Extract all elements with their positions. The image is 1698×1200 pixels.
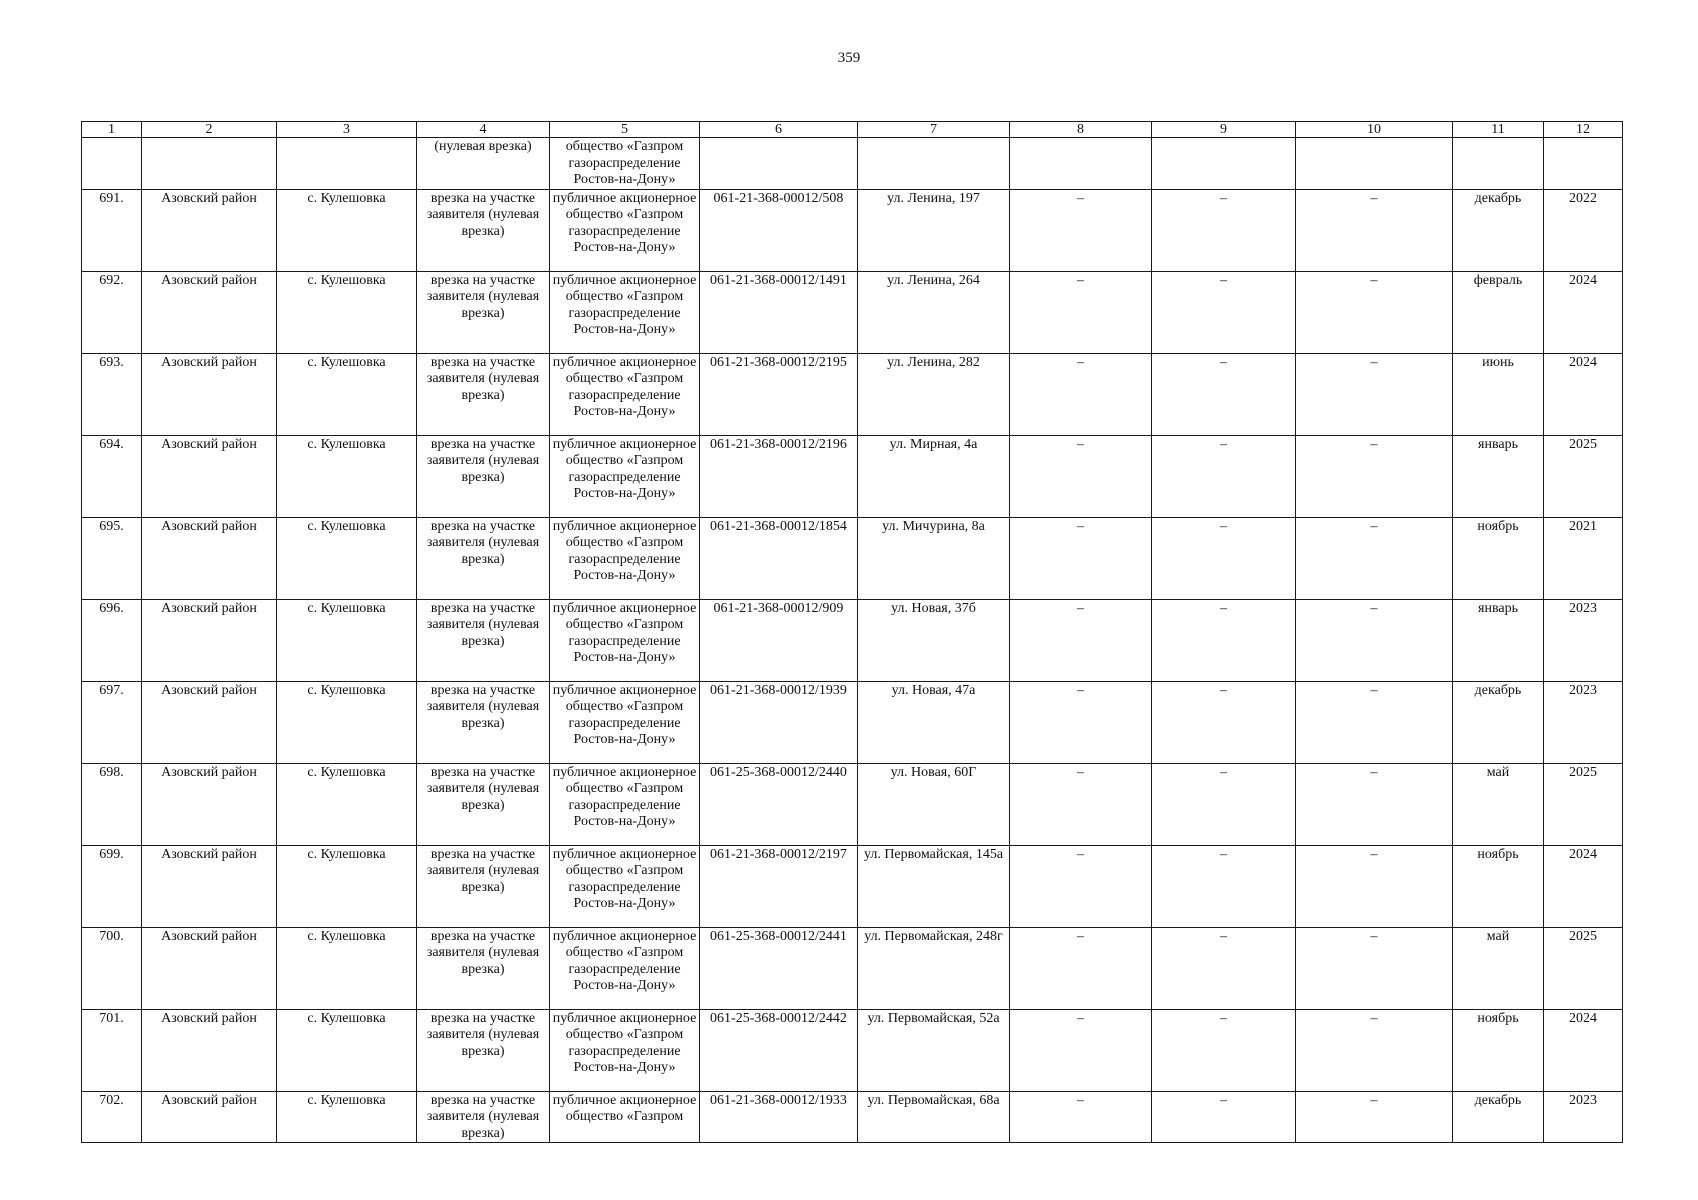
- cell-year: 2024: [1544, 845, 1623, 927]
- cell-month: ноябрь: [1453, 1009, 1544, 1091]
- cell-num: 693.: [82, 353, 142, 435]
- cell-address: ул. Новая, 37б: [858, 599, 1010, 681]
- cell-c9: –: [1152, 845, 1296, 927]
- cell-address: ул. Первомайская, 248г: [858, 927, 1010, 1009]
- header-row: [82, 122, 1623, 138]
- cell-month: январь: [1453, 599, 1544, 681]
- cell-code: 061-25-368-00012/2441: [700, 927, 858, 1009]
- cell-district: Азовский район: [142, 189, 277, 271]
- cell-c9: –: [1152, 1091, 1296, 1143]
- cell-code: 061-21-368-00012/2196: [700, 435, 858, 517]
- cell-month: [1453, 138, 1544, 190]
- cell-settlement: с. Кулешовка: [277, 353, 417, 435]
- column-header: 3: [277, 122, 417, 138]
- cell-year: 2025: [1544, 763, 1623, 845]
- cell-district: Азовский район: [142, 845, 277, 927]
- cell-c9: –: [1152, 1009, 1296, 1091]
- column-header: 9: [1152, 122, 1296, 138]
- cell-num: 700.: [82, 927, 142, 1009]
- table-row: [82, 845, 1623, 927]
- cell-code: 061-21-368-00012/2195: [700, 353, 858, 435]
- cell-district: [142, 138, 277, 190]
- cell-c10: –: [1296, 435, 1453, 517]
- cell-settlement: [277, 138, 417, 190]
- cell-district: Азовский район: [142, 435, 277, 517]
- column-header: 6: [700, 122, 858, 138]
- cell-org: публичное акционерное общество «Газпром газораспределение Ростов-на-Дону»: [550, 271, 700, 353]
- cell-c10: –: [1296, 927, 1453, 1009]
- column-header: 8: [1010, 122, 1152, 138]
- cell-c8: –: [1010, 681, 1152, 763]
- cell-c9: –: [1152, 927, 1296, 1009]
- cell-address: ул. Первомайская, 145а: [858, 845, 1010, 927]
- cell-c10: –: [1296, 763, 1453, 845]
- cell-month: декабрь: [1453, 681, 1544, 763]
- cell-year: [1544, 138, 1623, 190]
- cell-district: Азовский район: [142, 1009, 277, 1091]
- cell-c9: [1152, 138, 1296, 190]
- cell-org: публичное акционерное общество «Газпром газораспределение Ростов-на-Дону»: [550, 681, 700, 763]
- cell-settlement: с. Кулешовка: [277, 927, 417, 1009]
- table-row: [82, 189, 1623, 271]
- column-header: 12: [1544, 122, 1623, 138]
- column-header: 2: [142, 122, 277, 138]
- table-row: [82, 681, 1623, 763]
- table-row: [82, 927, 1623, 1009]
- cell-c8: –: [1010, 1091, 1152, 1143]
- cell-year: 2024: [1544, 1009, 1623, 1091]
- cell-type: врезка на участке заявителя (нулевая врезка): [417, 599, 550, 681]
- column-header: 11: [1453, 122, 1544, 138]
- cell-month: февраль: [1453, 271, 1544, 353]
- cell-type: врезка на участке заявителя (нулевая врезка): [417, 353, 550, 435]
- cell-type: врезка на участке заявителя (нулевая врезка): [417, 763, 550, 845]
- cell-code: 061-21-368-00012/909: [700, 599, 858, 681]
- cell-district: Азовский район: [142, 927, 277, 1009]
- cell-address: ул. Ленина, 197: [858, 189, 1010, 271]
- column-header: 10: [1296, 122, 1453, 138]
- cell-code: 061-21-368-00012/508: [700, 189, 858, 271]
- cell-year: 2023: [1544, 681, 1623, 763]
- table-row: [82, 1009, 1623, 1091]
- cell-org: публичное акционерное общество «Газпром: [550, 1091, 700, 1143]
- cell-district: Азовский район: [142, 517, 277, 599]
- cell-district: Азовский район: [142, 763, 277, 845]
- cell-num: 692.: [82, 271, 142, 353]
- cell-org: публичное акционерное общество «Газпром газораспределение Ростов-на-Дону»: [550, 599, 700, 681]
- cell-num: [82, 138, 142, 190]
- cell-c8: –: [1010, 845, 1152, 927]
- cell-org: публичное акционерное общество «Газпром газораспределение Ростов-на-Дону»: [550, 763, 700, 845]
- cell-c10: –: [1296, 599, 1453, 681]
- cell-month: декабрь: [1453, 1091, 1544, 1143]
- cell-c8: –: [1010, 271, 1152, 353]
- cell-c10: –: [1296, 1091, 1453, 1143]
- cell-address: ул. Первомайская, 68а: [858, 1091, 1010, 1143]
- cell-c10: –: [1296, 1009, 1453, 1091]
- cell-num: 695.: [82, 517, 142, 599]
- cell-code: 061-21-368-00012/1933: [700, 1091, 858, 1143]
- cell-num: 694.: [82, 435, 142, 517]
- cell-code: 061-21-368-00012/1854: [700, 517, 858, 599]
- cell-org: публичное акционерное общество «Газпром газораспределение Ростов-на-Дону»: [550, 1009, 700, 1091]
- table-row: [82, 763, 1623, 845]
- cell-settlement: с. Кулешовка: [277, 189, 417, 271]
- cell-org: общество «Газпром газораспределение Ростов-на-Дону»: [550, 138, 700, 190]
- cell-year: 2022: [1544, 189, 1623, 271]
- cell-district: Азовский район: [142, 271, 277, 353]
- cell-c8: –: [1010, 599, 1152, 681]
- cell-district: Азовский район: [142, 1091, 277, 1143]
- cell-settlement: с. Кулешовка: [277, 763, 417, 845]
- cell-settlement: с. Кулешовка: [277, 681, 417, 763]
- cell-type: врезка на участке заявителя (нулевая врезка): [417, 435, 550, 517]
- cell-num: 702.: [82, 1091, 142, 1143]
- cell-c8: –: [1010, 763, 1152, 845]
- cell-settlement: с. Кулешовка: [277, 1091, 417, 1143]
- cell-address: ул. Мирная, 4а: [858, 435, 1010, 517]
- cell-c10: –: [1296, 271, 1453, 353]
- table-row: [82, 1091, 1623, 1143]
- cell-c8: [1010, 138, 1152, 190]
- cell-address: ул. Ленина, 264: [858, 271, 1010, 353]
- cell-year: 2021: [1544, 517, 1623, 599]
- cell-year: 2023: [1544, 599, 1623, 681]
- cell-c8: –: [1010, 353, 1152, 435]
- cell-settlement: с. Кулешовка: [277, 599, 417, 681]
- cell-c8: –: [1010, 517, 1152, 599]
- table-row: [82, 353, 1623, 435]
- column-header: 4: [417, 122, 550, 138]
- cell-address: [858, 138, 1010, 190]
- cell-settlement: с. Кулешовка: [277, 1009, 417, 1091]
- cell-address: ул. Первомайская, 52а: [858, 1009, 1010, 1091]
- table-row: [82, 271, 1623, 353]
- cell-type: врезка на участке заявителя (нулевая врезка): [417, 1091, 550, 1143]
- cell-c8: –: [1010, 435, 1152, 517]
- cell-c8: –: [1010, 189, 1152, 271]
- cell-org: публичное акционерное общество «Газпром газораспределение Ростов-на-Дону»: [550, 517, 700, 599]
- column-header: 1: [82, 122, 142, 138]
- cell-district: Азовский район: [142, 599, 277, 681]
- cell-type: (нулевая врезка): [417, 138, 550, 190]
- column-header: 5: [550, 122, 700, 138]
- cell-org: публичное акционерное общество «Газпром газораспределение Ростов-на-Дону»: [550, 353, 700, 435]
- cell-month: май: [1453, 763, 1544, 845]
- cell-c10: [1296, 138, 1453, 190]
- cell-c9: –: [1152, 681, 1296, 763]
- cell-month: январь: [1453, 435, 1544, 517]
- cell-num: 701.: [82, 1009, 142, 1091]
- cell-num: 691.: [82, 189, 142, 271]
- table-row: [82, 517, 1623, 599]
- cell-code: 061-21-368-00012/1939: [700, 681, 858, 763]
- cell-settlement: с. Кулешовка: [277, 435, 417, 517]
- cell-org: публичное акционерное общество «Газпром газораспределение Ростов-на-Дону»: [550, 435, 700, 517]
- cell-c10: –: [1296, 353, 1453, 435]
- cell-code: 061-25-368-00012/2440: [700, 763, 858, 845]
- cell-year: 2024: [1544, 271, 1623, 353]
- cell-org: публичное акционерное общество «Газпром газораспределение Ростов-на-Дону»: [550, 927, 700, 1009]
- cell-district: Азовский район: [142, 681, 277, 763]
- cell-code: 061-25-368-00012/2442: [700, 1009, 858, 1091]
- registry-table: [81, 121, 1623, 1143]
- cell-type: врезка на участке заявителя (нулевая врезка): [417, 271, 550, 353]
- cell-type: врезка на участке заявителя (нулевая врезка): [417, 517, 550, 599]
- cell-year: 2025: [1544, 927, 1623, 1009]
- cell-settlement: с. Кулешовка: [277, 845, 417, 927]
- cell-c10: –: [1296, 845, 1453, 927]
- page-number: 359: [837, 50, 861, 66]
- cell-code: 061-21-368-00012/1491: [700, 271, 858, 353]
- cell-num: 697.: [82, 681, 142, 763]
- cell-c10: –: [1296, 189, 1453, 271]
- cell-year: 2024: [1544, 353, 1623, 435]
- cell-c9: –: [1152, 271, 1296, 353]
- cell-c10: –: [1296, 517, 1453, 599]
- cell-year: 2025: [1544, 435, 1623, 517]
- cell-org: публичное акционерное общество «Газпром газораспределение Ростов-на-Дону»: [550, 189, 700, 271]
- cell-month: июнь: [1453, 353, 1544, 435]
- cell-year: 2023: [1544, 1091, 1623, 1143]
- table-body: [82, 122, 1623, 1143]
- cell-settlement: с. Кулешовка: [277, 271, 417, 353]
- cell-address: ул. Новая, 47а: [858, 681, 1010, 763]
- table-row: [82, 599, 1623, 681]
- cell-c9: –: [1152, 599, 1296, 681]
- cell-address: ул. Новая, 60Г: [858, 763, 1010, 845]
- cell-org: публичное акционерное общество «Газпром газораспределение Ростов-на-Дону»: [550, 845, 700, 927]
- column-header: 7: [858, 122, 1010, 138]
- cell-type: врезка на участке заявителя (нулевая врезка): [417, 681, 550, 763]
- cell-district: Азовский район: [142, 353, 277, 435]
- cell-settlement: с. Кулешовка: [277, 517, 417, 599]
- cell-type: врезка на участке заявителя (нулевая врезка): [417, 845, 550, 927]
- cell-address: ул. Мичурина, 8а: [858, 517, 1010, 599]
- cell-type: врезка на участке заявителя (нулевая врезка): [417, 189, 550, 271]
- cell-num: 699.: [82, 845, 142, 927]
- cell-c10: –: [1296, 681, 1453, 763]
- cell-c9: –: [1152, 353, 1296, 435]
- cell-c8: –: [1010, 927, 1152, 1009]
- cell-code: 061-21-368-00012/2197: [700, 845, 858, 927]
- cell-code: [700, 138, 858, 190]
- cell-month: ноябрь: [1453, 517, 1544, 599]
- cell-c9: –: [1152, 435, 1296, 517]
- cell-month: май: [1453, 927, 1544, 1009]
- cell-num: 698.: [82, 763, 142, 845]
- cell-type: врезка на участке заявителя (нулевая врезка): [417, 1009, 550, 1091]
- cell-c9: –: [1152, 189, 1296, 271]
- cell-month: ноябрь: [1453, 845, 1544, 927]
- cell-c9: –: [1152, 763, 1296, 845]
- cell-c9: –: [1152, 517, 1296, 599]
- cell-type: врезка на участке заявителя (нулевая врезка): [417, 927, 550, 1009]
- cell-num: 696.: [82, 599, 142, 681]
- cell-month: декабрь: [1453, 189, 1544, 271]
- table-row: [82, 435, 1623, 517]
- cell-c8: –: [1010, 1009, 1152, 1091]
- cell-address: ул. Ленина, 282: [858, 353, 1010, 435]
- continuation-row: [82, 138, 1623, 190]
